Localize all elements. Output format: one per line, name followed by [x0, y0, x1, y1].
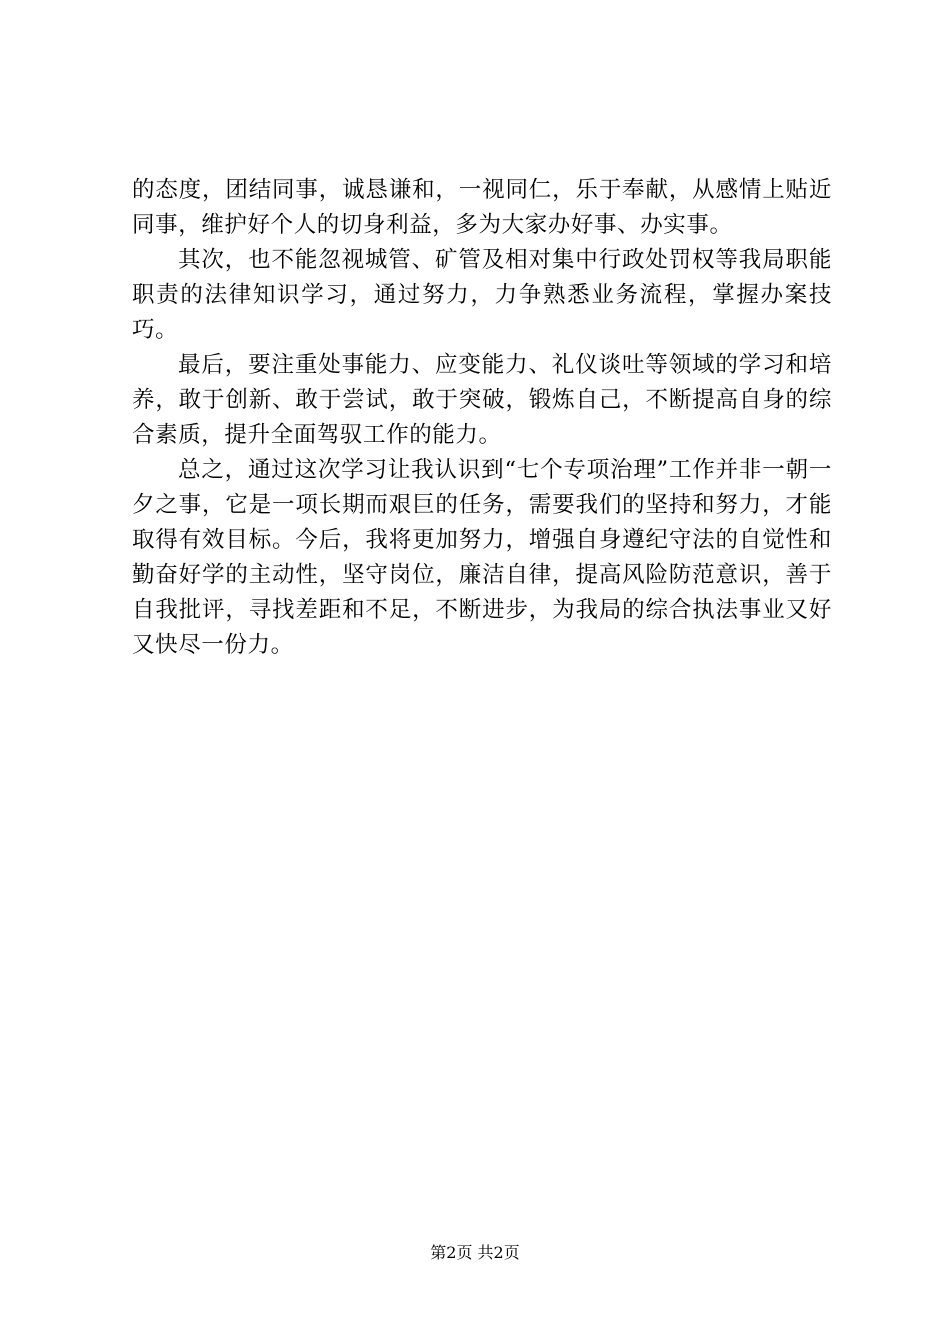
page-footer: 第2页 共2页 [430, 1243, 520, 1262]
document-body [132, 173, 832, 663]
paragraph-secondly: 其次，也不能忽视城管、矿管及相对集中行政处罚权等我局职能职责的法律知识学习，通过努力，力争熟悉业务流程，掌握办案技巧。 [132, 247, 832, 343]
paragraph-finally: 最后，要注重处事能力、应变能力、礼仪谈吐等领域的学习和培养，敢于创新、敢于尝试，敢于突破，锻炼自己，不断提高自身的综合素质，提升全面驾驭工作的能力。 [132, 352, 832, 448]
paragraph-continuation: 的态度，团结同事，诚恳谦和，一视同仁，乐于奉献，从感情上贴近同事，维护好个人的切身利益，多为大家办好事、办实事。 [132, 177, 832, 238]
paragraph-conclusion: 总之，通过这次学习让我认识到“七个专项治理”工作并非一朝一夕之事，它是一项长期而艰巨的任务，需要我们的坚持和努力，才能取得有效目标。今后，我将更加努力，增强自身遵纪守法的自觉性和勤奋好学的主动性，坚守岗位，廉洁自律，提高风险防范意识，善于自我批评，寻找差距和不足，不断进步，为我局的综合执法事业又好又快尽一份力。 [132, 457, 832, 658]
